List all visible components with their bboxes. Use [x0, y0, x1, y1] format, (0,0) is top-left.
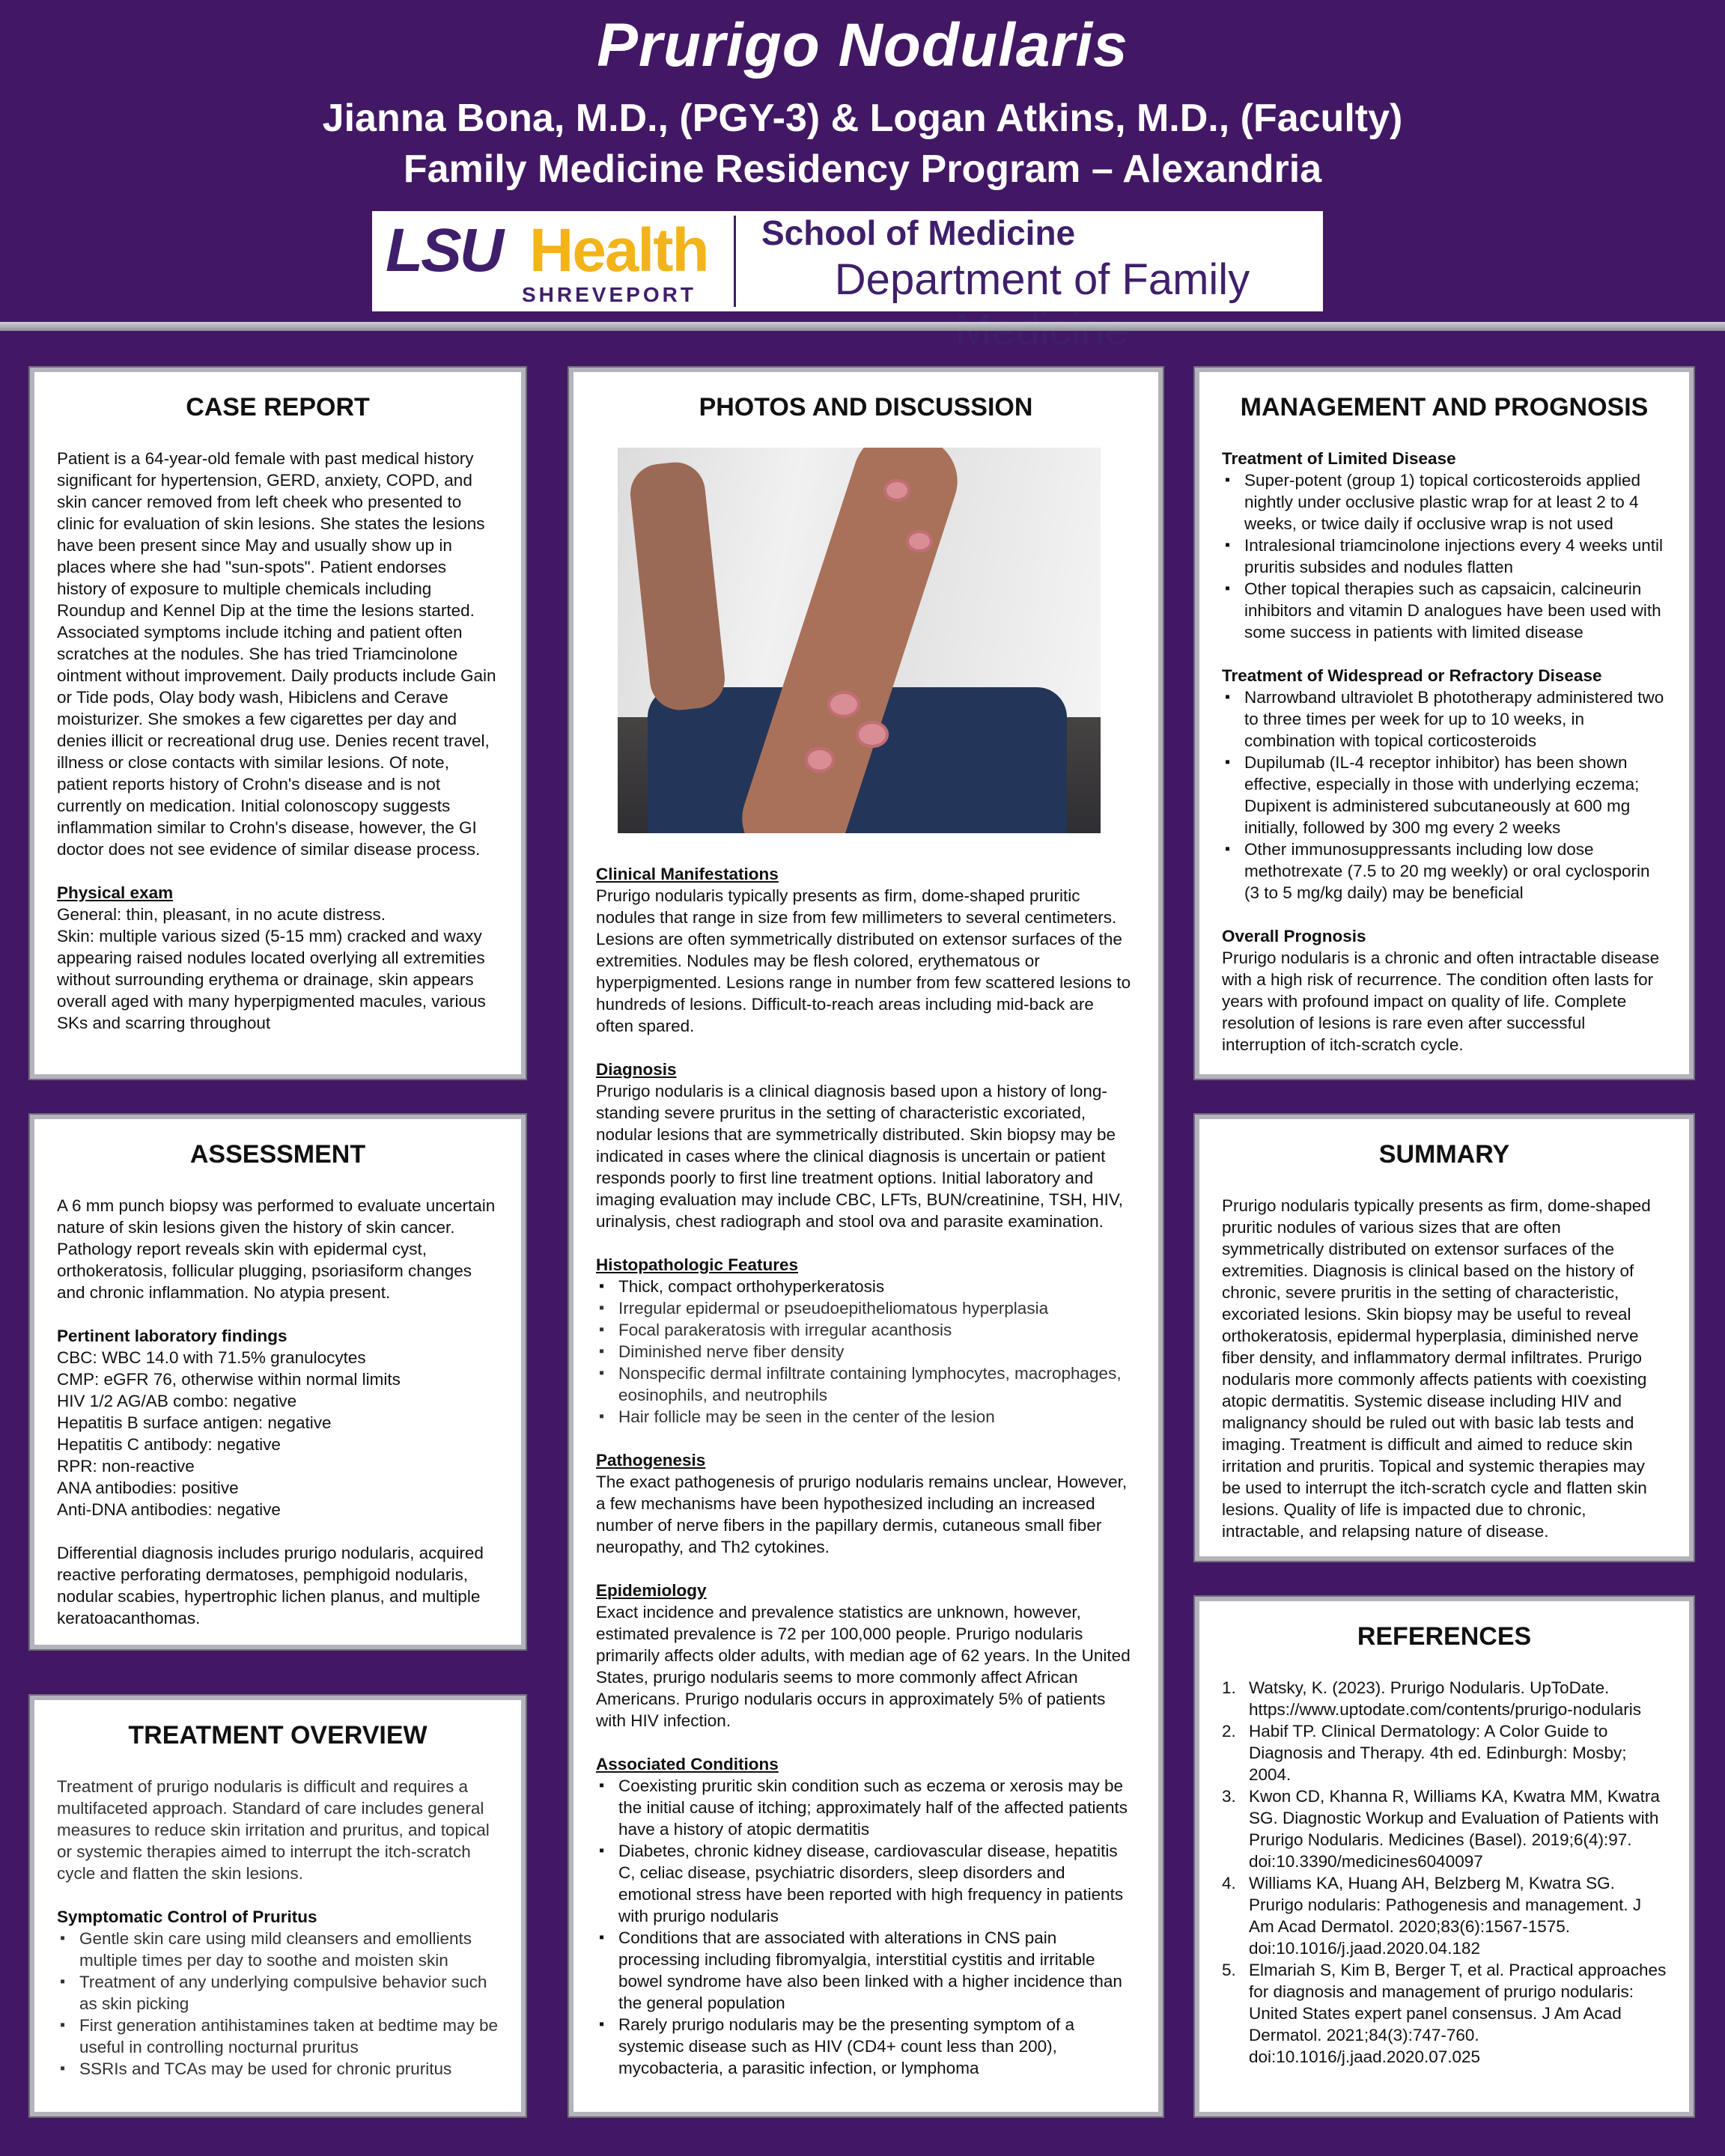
reference-number: 3.	[1222, 1787, 1236, 1806]
lab-item: HIV 1/2 AG/AB combo: negative	[57, 1392, 297, 1410]
reference-text: Kwon CD, Khanna R, Williams KA, Kwatra MM, Kwatra SG. Diagnostic Workup and Evaluation of Patients with Prurigo Nodularis. Medicines (Basel). 2019;6(4):97. doi:10.3390/medicines6040097	[1249, 1787, 1660, 1871]
logo-divider	[734, 216, 736, 307]
clinical-body: Prurigo nodularis typically presents as firm, dome-shaped pruritic nodules that range in size from few millimeters to several centimeters. Lesions are often symmetrically distributed on extensor surfaces of the extremities. Nodules may be flesh colored, erythematous or hyperpigmented. Lesions range in number from few scattered lesions to hundreds of lesions. Difficult-to-reach areas including mid-back are often spared.	[596, 886, 1131, 1035]
reference-item	[1222, 1720, 1667, 1785]
lab-item: CBC: WBC 14.0 with 71.5% granulocytes	[57, 1348, 366, 1367]
labs-list	[57, 1347, 499, 1520]
histo-list	[596, 1276, 1136, 1428]
list-item: ▪ Other immunosuppressants including low dose methotrexate (7.5 to 20 mg weekly) or oral cyclosporin (3 to 5 mg/kg daily) may be beneficial	[1222, 838, 1667, 904]
poster-authors: Jianna Bona, M.D., (PGY-3) & Logan Atkins, M.D., (Faculty)	[322, 97, 1403, 140]
reference-item	[1222, 1959, 1667, 2068]
list-item: ▪ Hair follicle may be seen in the center of the lesion	[596, 1406, 1136, 1428]
prognosis-body: Prurigo nodularis is a chronic and often intractable disease with a high risk of recurrence. The condition often lasts for years with profound impact on quality of life. Complete resolution of lesions is rare even after successful interruption of itch-scratch cycle.	[1222, 948, 1660, 1054]
management-panel	[1195, 368, 1694, 1079]
photos-discussion-panel	[569, 368, 1163, 2116]
widespread-list	[1222, 686, 1667, 904]
summary-heading: SUMMARY	[1378, 1140, 1510, 1169]
pathogenesis-body: The exact pathogenesis of prurigo nodularis remains unclear, However, a few mechanisms have been hypothesized including an increased number of nerve fibers in the papillary dermis, cutaneous small fiber neuropathy, and Th2 cytokines.	[596, 1473, 1128, 1556]
physical-exam-heading: Physical exam	[57, 883, 174, 902]
lab-item: CMP: eGFR 76, otherwise within normal limits	[57, 1370, 401, 1389]
symptomatic-list	[57, 1928, 499, 2080]
widespread-heading: Treatment of Widespread or Refractory Disease	[1222, 666, 1602, 685]
list-item: ▪ Diminished nerve fiber density	[596, 1341, 1136, 1362]
reference-text: Habif TP. Clinical Dermatology: A Color Guide to Diagnosis and Therapy. 4th ed. Edinburgh: Mosby; 2004.	[1249, 1722, 1627, 1784]
list-item: ▪ SSRIs and TCAs may be used for chronic pruritus	[57, 2058, 499, 2080]
list-item: ▪ Treatment of any underlying compulsive behavior such as skin picking	[57, 1971, 499, 2015]
summary-body: Prurigo nodularis typically presents as firm, dome-shaped pruritic nodules of various sizes that are often symmetrically distributed on extensor surfaces of the extremities. Diagnosis is clinical based on the history of chronic, severe pruritis in the setting of characteristic, excoriated lesions. Skin biopsy may be useful to reveal orthokeratosis, epidermal hyperplasia, diminished nerve fiber density, and inflammatory dermal infiltrates. Prurigo nodularis more commonly affects patients with coexisting atopic dermatitis. Systemic disease including HIV and malignancy should be ruled out with basic lab tests and imaging. Treatment is difficult and aimed to reduce skin irritation and pruritis. Topical and systemic therapies may be used to interrupt the itch-scratch cycle and flatten skin lesions. Quality of life is impacted due to chronic, intractable, and relapsing nature of disease.	[1222, 1196, 1651, 1541]
reference-text: Watsky, K. (2023). Prurigo Nodularis. UpToDate. https://www.uptodate.com/contents/prurigo-nodularis	[1249, 1678, 1642, 1719]
epidemiology-body: Exact incidence and prevalence statistics are unknown, however, estimated prevalence is 72 per 100,000 people. Prurigo nodularis primarily affects older adults, with median age of 62 years. In the United States, prurigo nodularis seems to more commonly affect African Americans. Prurigo nodularis occurs in approximately 5% of patients with HIV infection.	[596, 1603, 1131, 1730]
lab-item: RPR: non-reactive	[57, 1457, 195, 1476]
references-list	[1222, 1677, 1667, 2068]
reference-item	[1222, 1872, 1667, 1959]
logo-lsu-text: LSU	[386, 216, 502, 284]
pathogenesis-heading: Pathogenesis	[596, 1451, 706, 1470]
assessment-panel	[30, 1115, 526, 1649]
limited-list	[1222, 469, 1667, 643]
physical-exam-skin: Skin: multiple various sized (5-15 mm) cracked and waxy appearing raised nodules located overlying all extremities without surrounding erythema or drainage, skin appears overall aged with many hyperpigmented macules, various SKs and scarring throughout	[57, 927, 486, 1032]
management-heading: MANAGEMENT AND PROGNOSIS	[1240, 393, 1649, 421]
list-item: ▪ Dupilumab (IL-4 receptor inhibitor) has been shown effective, especially in those with underlying eczema; Dupixent is administered subcutaneously at 600 mg initially, followed by 300 mg every 2 weeks	[1222, 752, 1667, 838]
logo-health-text: Health	[529, 216, 708, 284]
reference-number: 5.	[1222, 1961, 1236, 1979]
assessment-heading: ASSESSMENT	[189, 1140, 366, 1169]
list-item: ▪ Super-potent (group 1) topical corticosteroids applied nightly under occlusive plastic wrap for at least 2 to 4 weeks, or twice daily if occlusive wrap is not used	[1222, 469, 1667, 535]
symptomatic-heading: Symptomatic Control of Pruritus	[57, 1907, 317, 1926]
list-item: ▪ Thick, compact orthohyperkeratosis	[596, 1276, 1136, 1297]
logo-shreveport-text: SHREVEPORT	[522, 283, 696, 306]
reference-item	[1222, 1677, 1667, 1720]
logo-school-text: School of Medicine	[761, 213, 1076, 252]
assessment-body: A 6 mm punch biopsy was performed to evaluate uncertain nature of skin lesions given the history of skin cancer. Pathology report reveals skin with epidermal cyst, orthokeratosis, follicular plugging, psoriasiform changes and chronic inflammation. No atypia present.	[57, 1196, 496, 1302]
diagnosis-body: Prurigo nodularis is a clinical diagnosis based upon a history of long-standing severe pruritus in the setting of characteristic excoriated, nodular lesions that are symmetrically distributed. Skin biopsy may be indicated in cases where the clinical diagnosis is uncertain or patient responds poorly to first line treatment options. Initial laboratory and imaging evaluation may include CBC, LFTs, BUN/creatinine, TSH, HIV, urinalysis, chest radiograph and stool ova and parasite examination.	[596, 1082, 1124, 1231]
list-item: ▪ Narrowband ultraviolet B phototherapy administered two to three times per week for up to 10 weeks, in combination with topical corticosteroids	[1222, 686, 1667, 752]
associated-heading: Associated Conditions	[596, 1755, 779, 1773]
list-item: ▪ Nonspecific dermal infiltrate containing lymphocytes, macrophages, eosinophils, and neutrophils	[596, 1362, 1136, 1406]
case-report-heading: CASE REPORT	[186, 393, 370, 421]
physical-exam-general: General: thin, pleasant, in no acute distress.	[57, 905, 386, 924]
list-item: ▪ Rarely prurigo nodularis may be the presenting symptom of a systemic disease such as HIV (CD4+ count less than 200), mycobacteria, a parasitic infection, or lymphoma	[596, 2014, 1136, 2079]
poster-title: Prurigo Nodularis	[597, 11, 1128, 79]
references-heading: REFERENCES	[1357, 1622, 1532, 1651]
list-item: ▪ Conditions that are associated with alterations in CNS pain processing including fibromyalgia, interstitial cystitis and irritable bowel syndrome have also been linked with a higher incidence than the general population	[596, 1927, 1136, 2014]
clinical-photo-arm-nodules	[618, 448, 1101, 833]
differential-diagnosis: Differential diagnosis includes prurigo nodularis, acquired reactive perforating dermatoses, pemphigoid nodularis, nodular scabies, hypertrophic lichen planus, and multiple keratoacanthomas.	[57, 1544, 484, 1627]
list-item: ▪ Coexisting pruritic skin condition such as eczema or xerosis may be the initial cause of itching; approximately half of the affected patients have a history of atopic dermatitis	[596, 1775, 1136, 1840]
treatment-heading: TREATMENT OVERVIEW	[128, 1721, 428, 1750]
list-item: ▪ Gentle skin care using mild cleansers and emollients multiple times per day to soothe and moisten skin	[57, 1928, 499, 1971]
logo-department-text: Department of Family	[834, 255, 1250, 304]
treatment-overview-panel	[30, 1696, 526, 2116]
list-item: ▪ Diabetes, chronic kidney disease, cardiovascular disease, hepatitis C, celiac disease, psychiatric disorders, sleep disorders and emotional stress have been reported with high frequency in patients with prurigo nodularis	[596, 1840, 1136, 1927]
list-item: ▪ Focal parakeratosis with irregular acanthosis	[596, 1319, 1136, 1341]
treatment-body: Treatment of prurigo nodularis is difficult and requires a multifaceted approach. Standard of care includes general measures to reduce skin irritation and pruritus, and topical or systemic therapies aimed to interrupt the itch-scratch cycle and flatten the skin lesions.	[57, 1777, 490, 1883]
prognosis-heading: Overall Prognosis	[1222, 927, 1366, 945]
lab-item: Hepatitis C antibody: negative	[57, 1435, 281, 1454]
reference-text: Williams KA, Huang AH, Belzberg M, Kwatra SG. Prurigo nodularis: Pathogenesis and management. J Am Acad Dermatol. 2020;83(6):1567-1575. doi:10.1016/j.jaad.2020.04.182	[1249, 1874, 1642, 1958]
epidemiology-heading: Epidemiology	[596, 1581, 707, 1600]
lab-item: Hepatitis B surface antigen: negative	[57, 1413, 332, 1432]
histo-heading: Histopathologic Features	[596, 1255, 799, 1274]
list-item: ▪ Intralesional triamcinolone injections every 4 weeks until pruritis subsides and nodules flatten	[1222, 535, 1667, 578]
reference-number: 2.	[1222, 1722, 1236, 1741]
summary-panel	[1195, 1115, 1694, 1561]
photos-heading: PHOTOS AND DISCUSSION	[699, 393, 1033, 421]
lsu-health-logo	[372, 211, 1323, 311]
limited-heading: Treatment of Limited Disease	[1222, 449, 1456, 468]
reference-number: 1.	[1222, 1678, 1236, 1697]
list-item: ▪ Irregular epidermal or pseudoepitheliomatous hyperplasia	[596, 1297, 1136, 1319]
poster-header	[0, 0, 1725, 322]
list-item: ▪ Other topical therapies such as capsaicin, calcineurin inhibitors and vitamin D analogues have been used with some success in patients with limited disease	[1222, 578, 1667, 643]
header-divider	[0, 322, 1725, 331]
associated-list	[596, 1775, 1136, 2079]
poster-program: Family Medicine Residency Program – Alexandria	[403, 147, 1322, 191]
reference-number: 4.	[1222, 1874, 1236, 1892]
reference-text: Elmariah S, Kim B, Berger T, et al. Practical approaches for diagnosis and management of prurigo nodularis: United States expert panel consensus. J Am Acad Dermatol. 2021;84(3):747-760. doi:10.1016/j.jaad.2020.07.025	[1249, 1961, 1667, 2066]
lab-item: ANA antibodies: positive	[57, 1479, 239, 1497]
list-item: ▪ First generation antihistamines taken at bedtime may be useful in controlling nocturnal pruritus	[57, 2015, 499, 2058]
case-report-panel	[30, 368, 526, 1079]
reference-item	[1222, 1785, 1667, 1872]
labs-heading: Pertinent laboratory findings	[57, 1327, 288, 1345]
clinical-heading: Clinical Manifestations	[596, 865, 779, 883]
references-panel	[1195, 1597, 1694, 2116]
lab-item: Anti-DNA antibodies: negative	[57, 1500, 281, 1519]
diagnosis-heading: Diagnosis	[596, 1060, 677, 1079]
case-report-body: Patient is a 64-year-old female with past medical history significant for hypertension, GERD, anxiety, COPD, and skin cancer removed from left cheek who presented to clinic for evaluation of skin lesions. She states the lesions have been present since May and usually show up in places where she had "sun-spots". Patient endorses history of exposure to multiple chemicals including Roundup and Kennel Dip at the time the lesions started. Associated symptoms include itching and patient often scratches at the nodules. She has tried Triamcinolone ointment without improvement. Daily products include Gain or Tide pods, Olay body wash, Hibiclens and Cerave moisturizer. She smokes a few cigarettes per day and denies illicit or recreational drug use. Denies recent travel, illness or close contacts with similar lesions. Of note, patient reports history of Crohn's disease and is not currently on medication. Initial colonoscopy suggests inflammation similar to Crohn's disease, however, the GI doctor does not see evidence of similar disease process.	[57, 449, 496, 859]
